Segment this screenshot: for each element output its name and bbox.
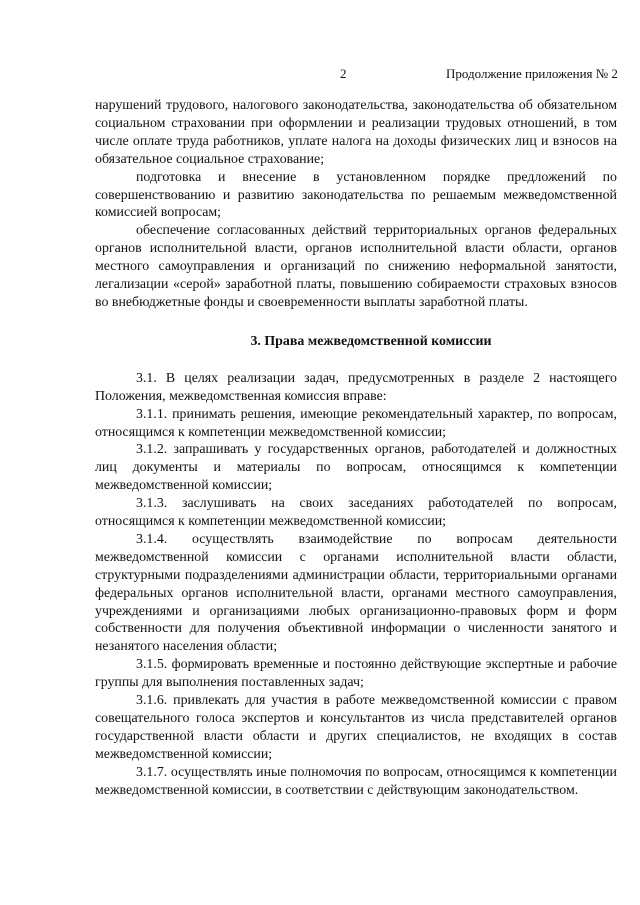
- clause-3-1-4: 3.1.4. осуществлять взаимодействие по вопросам деятельности межведомственной комиссии с органами исполнительной власти области, структурными подразделениями администрации области, территориальными органами федеральных органов исполнительной власти, органами местного самоуправления, учреждениями и организациями любых организационно-правовых форм и форм собственности для получения объективной информации о численности занятого и незанятого населения области;: [95, 531, 617, 655]
- document-body: [95, 97, 617, 800]
- clause-3-1-1: 3.1.1. принимать решения, имеющие рекомендательный характер, по вопросам, относящимся к компетенции межведомственной комиссии;: [95, 406, 617, 440]
- page-number: 2: [340, 66, 347, 81]
- section-title: 3. Права межведомственной комиссии: [250, 333, 492, 349]
- clause-3-1: 3.1. В целях реализации задач, предусмотренных в разделе 2 настоящего Положения, межведомственная комиссия вправе:: [95, 370, 617, 404]
- appendix-continuation-label: Продолжение приложения № 2: [446, 66, 618, 81]
- clause-3-1-2: 3.1.2. запрашивать у государственных органов, работодателей и должностных лиц документы и материалы по вопросам, относящимся к компетенции межведомственной комиссии;: [95, 442, 617, 494]
- clause-3-1-6: 3.1.6. привлекать для участия в работе межведомственной комиссии с правом совещательного голоса экспертов и консультантов из числа представителей органов государственной власти области и других специалистов, не входящих в состав межведомственной комиссии;: [95, 693, 617, 762]
- clause-3-1-3: 3.1.3. заслушивать на своих заседаниях работодателей по вопросам, относящимся к компетенции межведомственной комиссии;: [95, 496, 617, 530]
- paragraph-continued: нарушений трудового, налогового законодательства, законодательства об обязательном социальном страховании при оформлении и реализации трудовых отношений, в том числе оплате труда работников, уплате налога на доходы физических лиц и взносов на обязательное социальное страхование;: [95, 98, 617, 167]
- paragraph-preparation: подготовка и внесение в установленном порядке предложений по совершенствованию и развитию законодательства по решаемым межведомственной комиссией вопросам;: [95, 169, 617, 221]
- clause-3-1-7: 3.1.7. осуществлять иные полномочия по вопросам, относящимся к компетенции межведомственной комиссии, в соответствии с действующим законодательством.: [95, 764, 617, 798]
- clause-3-1-5: 3.1.5. формировать временные и постоянно действующие экспертные и рабочие группы для выполнения поставленных задач;: [95, 657, 617, 691]
- paragraph-coordination: обеспечение согласованных действий территориальных органов федеральных органов исполнительной власти, органов исполнительной власти области, органов местного самоуправления и организаций по снижению неформальной занятости, легализации «серой» заработной платы, повышению собираемости страховых взносов во внебюджетные фонды и своевременности выплаты заработной платы.: [95, 223, 617, 310]
